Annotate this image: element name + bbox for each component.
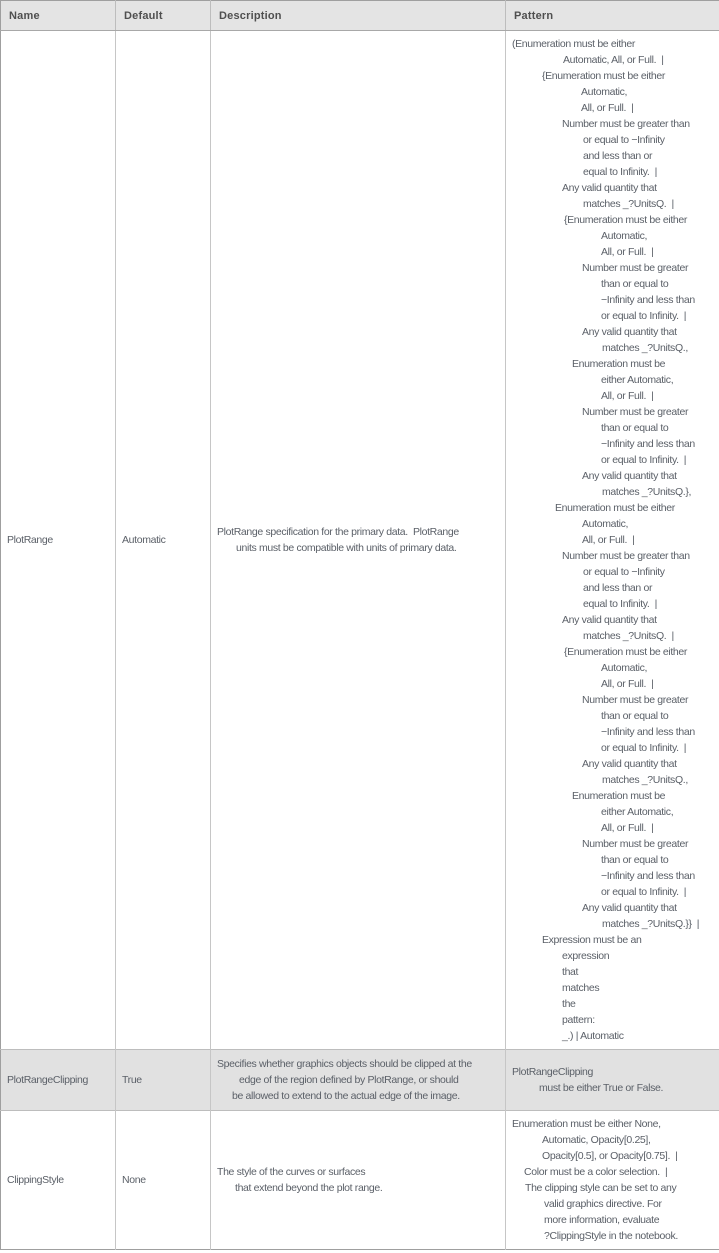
pattern-line: All, or Full. | xyxy=(601,390,654,402)
pattern-line: Number must be greater xyxy=(582,838,689,850)
option-default-cell xyxy=(116,31,211,1050)
pattern-line: matches xyxy=(562,982,600,994)
pattern-line: matches _?UnitsQ. | xyxy=(583,198,674,210)
table-row xyxy=(1,31,719,1050)
pattern-line: Automatic, All, or Full. | xyxy=(563,54,664,66)
option-description-cell xyxy=(211,1050,506,1111)
description-line: edge of the region defined by PlotRange, or should xyxy=(239,1074,459,1086)
pattern-line: (Enumeration must be either xyxy=(512,38,636,50)
option-pattern-cell xyxy=(506,1111,719,1250)
pattern-line: ?ClippingStyle in the notebook. xyxy=(544,1230,678,1242)
pattern-line: matches _?UnitsQ. | xyxy=(583,630,674,642)
pattern-line: Automatic, xyxy=(581,86,628,98)
pattern-line: or equal to Infinity. | xyxy=(601,886,687,898)
option-default-cell xyxy=(116,1050,211,1111)
option-pattern-cell xyxy=(506,31,719,1050)
pattern-line: Any valid quantity that xyxy=(582,470,677,482)
description-line: units must be compatible with units of primary data. xyxy=(236,542,457,554)
option-pattern-cell xyxy=(506,1050,719,1111)
pattern-line: All, or Full. | xyxy=(601,678,654,690)
column-header-description: Description xyxy=(211,1,506,31)
description-line: PlotRange specification for the primary data. PlotRange xyxy=(217,526,459,538)
pattern-line: than or equal to xyxy=(601,854,669,866)
pattern-line: Number must be greater than xyxy=(562,118,690,130)
description-line: that extend beyond the plot range. xyxy=(235,1182,383,1194)
pattern-line: either Automatic, xyxy=(601,806,674,818)
pattern-line: Number must be greater xyxy=(582,406,689,418)
pattern-line: All, or Full. | xyxy=(601,246,654,258)
option-default: Automatic xyxy=(122,534,166,546)
description-line: be allowed to extend to the actual edge of the image. xyxy=(232,1090,460,1102)
option-description-cell xyxy=(211,31,506,1050)
pattern-line: Any valid quantity that xyxy=(562,614,657,626)
pattern-line: or equal to Infinity. | xyxy=(601,742,687,754)
option-default-cell xyxy=(116,1111,211,1250)
pattern-line: Enumeration must be either xyxy=(555,502,675,514)
pattern-line: Number must be greater xyxy=(582,262,689,274)
pattern-line: −Infinity and less than xyxy=(601,726,695,738)
pattern-line: Opacity[0.5], or Opacity[0.75]. | xyxy=(542,1150,678,1162)
pattern-line: Automatic, xyxy=(601,230,648,242)
pattern-line: valid graphics directive. For xyxy=(544,1198,662,1210)
pattern-line: the xyxy=(562,998,576,1010)
option-description-cell xyxy=(211,1111,506,1250)
table-row xyxy=(1,1050,719,1111)
option-name: PlotRange xyxy=(7,534,53,546)
pattern-line: Color must be a color selection. | xyxy=(524,1166,668,1178)
description-line: Specifies whether graphics objects should be clipped at the xyxy=(217,1058,472,1070)
option-name-cell xyxy=(1,1050,116,1111)
option-name-cell xyxy=(1,31,116,1050)
pattern-line: that xyxy=(562,966,579,978)
pattern-line: {Enumeration must be either xyxy=(564,646,688,658)
table-header xyxy=(1,1,719,31)
option-name: ClippingStyle xyxy=(7,1174,64,1186)
pattern-line: All, or Full. | xyxy=(581,102,634,114)
pattern-line: Number must be greater than xyxy=(562,550,690,562)
pattern-line: Number must be greater xyxy=(582,694,689,706)
pattern-line: expression xyxy=(562,950,610,962)
pattern-line: _.) | Automatic xyxy=(562,1030,624,1042)
pattern-line: more information, evaluate xyxy=(544,1214,660,1226)
pattern-line: or equal to Infinity. | xyxy=(601,454,687,466)
pattern-line: Automatic, xyxy=(601,662,648,674)
column-header-name: Name xyxy=(1,1,116,31)
pattern-line: than or equal to xyxy=(601,710,669,722)
pattern-line: Enumeration must be xyxy=(572,790,666,802)
pattern-line: Enumeration must be either None, xyxy=(512,1118,661,1130)
pattern-line: All, or Full. | xyxy=(601,822,654,834)
column-header-default: Default xyxy=(116,1,211,31)
pattern-line: matches _?UnitsQ.}} | xyxy=(602,918,700,930)
column-header-pattern: Pattern xyxy=(506,1,719,31)
pattern-line: either Automatic, xyxy=(601,374,674,386)
pattern-line: −Infinity and less than xyxy=(601,294,695,306)
pattern-line: matches _?UnitsQ., xyxy=(602,342,688,354)
pattern-line: Any valid quantity that xyxy=(582,902,677,914)
pattern-line: Enumeration must be xyxy=(572,358,666,370)
description-line: The style of the curves or surfaces xyxy=(217,1166,366,1178)
pattern-line: must be either True or False. xyxy=(539,1082,664,1094)
table-body xyxy=(1,31,719,1250)
pattern-line: All, or Full. | xyxy=(582,534,635,546)
pattern-line: than or equal to xyxy=(601,278,669,290)
pattern-line: The clipping style can be set to any xyxy=(525,1182,677,1194)
pattern-line: {Enumeration must be either xyxy=(564,214,688,226)
pattern-line: matches _?UnitsQ., xyxy=(602,774,688,786)
header-row xyxy=(1,1,719,31)
pattern-line: Automatic, xyxy=(582,518,629,530)
pattern-line: or equal to −Infinity xyxy=(583,134,665,146)
pattern-line: Automatic, Opacity[0.25], xyxy=(542,1134,651,1146)
pattern-line: Any valid quantity that xyxy=(562,182,657,194)
pattern-line: Expression must be an xyxy=(542,934,642,946)
option-default: True xyxy=(122,1074,142,1086)
option-default: None xyxy=(122,1174,146,1186)
option-name: PlotRangeClipping xyxy=(7,1074,89,1086)
pattern-line: PlotRangeClipping xyxy=(512,1066,594,1078)
table-row xyxy=(1,1111,719,1250)
pattern-line: −Infinity and less than xyxy=(601,438,695,450)
pattern-line: equal to Infinity. | xyxy=(583,166,657,178)
pattern-line: Any valid quantity that xyxy=(582,326,677,338)
pattern-line: matches _?UnitsQ.}, xyxy=(602,486,692,498)
pattern-line: and less than or xyxy=(583,150,653,162)
pattern-line: equal to Infinity. | xyxy=(583,598,657,610)
pattern-line: −Infinity and less than xyxy=(601,870,695,882)
pattern-line: and less than or xyxy=(583,582,653,594)
pattern-line: or equal to −Infinity xyxy=(583,566,665,578)
option-name-cell xyxy=(1,1111,116,1250)
pattern-line: Any valid quantity that xyxy=(582,758,677,770)
pattern-line: pattern: xyxy=(562,1014,595,1026)
pattern-line: {Enumeration must be either xyxy=(542,70,666,82)
pattern-line: than or equal to xyxy=(601,422,669,434)
pattern-line: or equal to Infinity. | xyxy=(601,310,687,322)
